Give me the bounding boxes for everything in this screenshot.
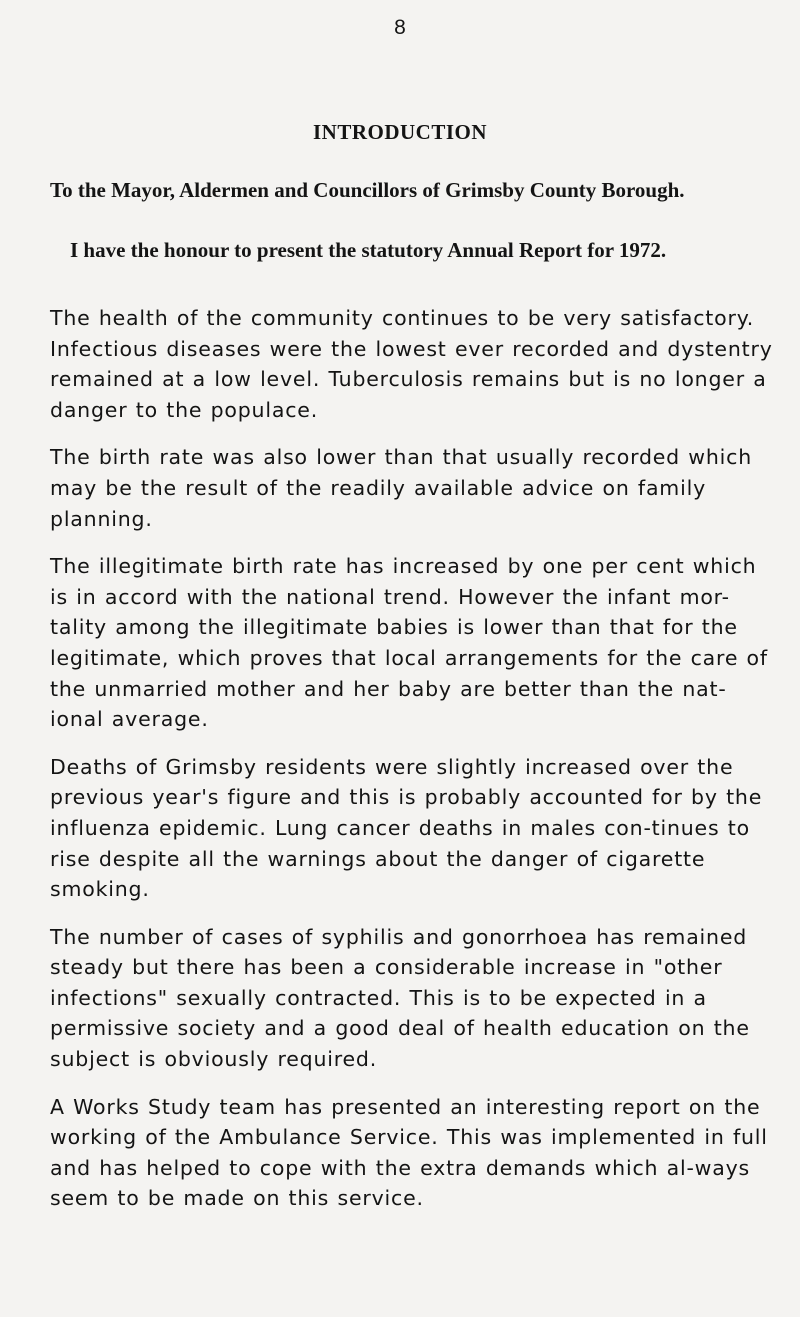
paragraph-ambulance: A Works Study team has presented an interesting report on the working of the Ambulance Service. This was implemented in full and has helped to cope with the extra demands which al-ways seem to be made on this service. [50, 1094, 768, 1211]
presentation-line: I have the honour to present the statutory Annual Report for 1972. [70, 238, 667, 262]
paragraph-infections: The number of cases of syphilis and gonorrhoea has remained steady but there has been a considerable increase in "other infections" sexually contracted. This is to be expected in a permissive society and a good deal of health education on the subject is obviously required. [50, 924, 750, 1072]
paragraph-health: The health of the community continues to be very satisfactory. Infectious diseases were the lowest ever recorded and dystentry remained at a low level. Tuberculosis remains but is no longer a danger to the populace. [50, 306, 773, 422]
address-line: To the Mayor, Aldermen and Councillors of Grimsby County Borough. [50, 178, 685, 202]
report-body [50, 303, 780, 1231]
paragraph-illegitimate-births: The illegitimate birth rate has increased by one per cent which is in accord with the national trend. However the infant mor-tality among the illegitimate babies is lower than that for the legitimate, which proves that local arrangements for the care of the unmarried mother and her baby are better than the nat-ional average. [50, 554, 768, 732]
page-heading: INTRODUCTION [312, 120, 488, 144]
paragraph-birth-rate: The birth rate was also lower than that usually recorded which may be the result of the readily available advice on family planning. [50, 445, 753, 531]
page-number: 8 [394, 16, 406, 39]
paragraph-deaths: Deaths of Grimsby residents were slightly increased over the previous year's figure and this is probably accounted for by the influenza epidemic. Lung cancer deaths in males con-tinues to rise despite all the warnings about the danger of cigarette smoking. [50, 754, 763, 902]
